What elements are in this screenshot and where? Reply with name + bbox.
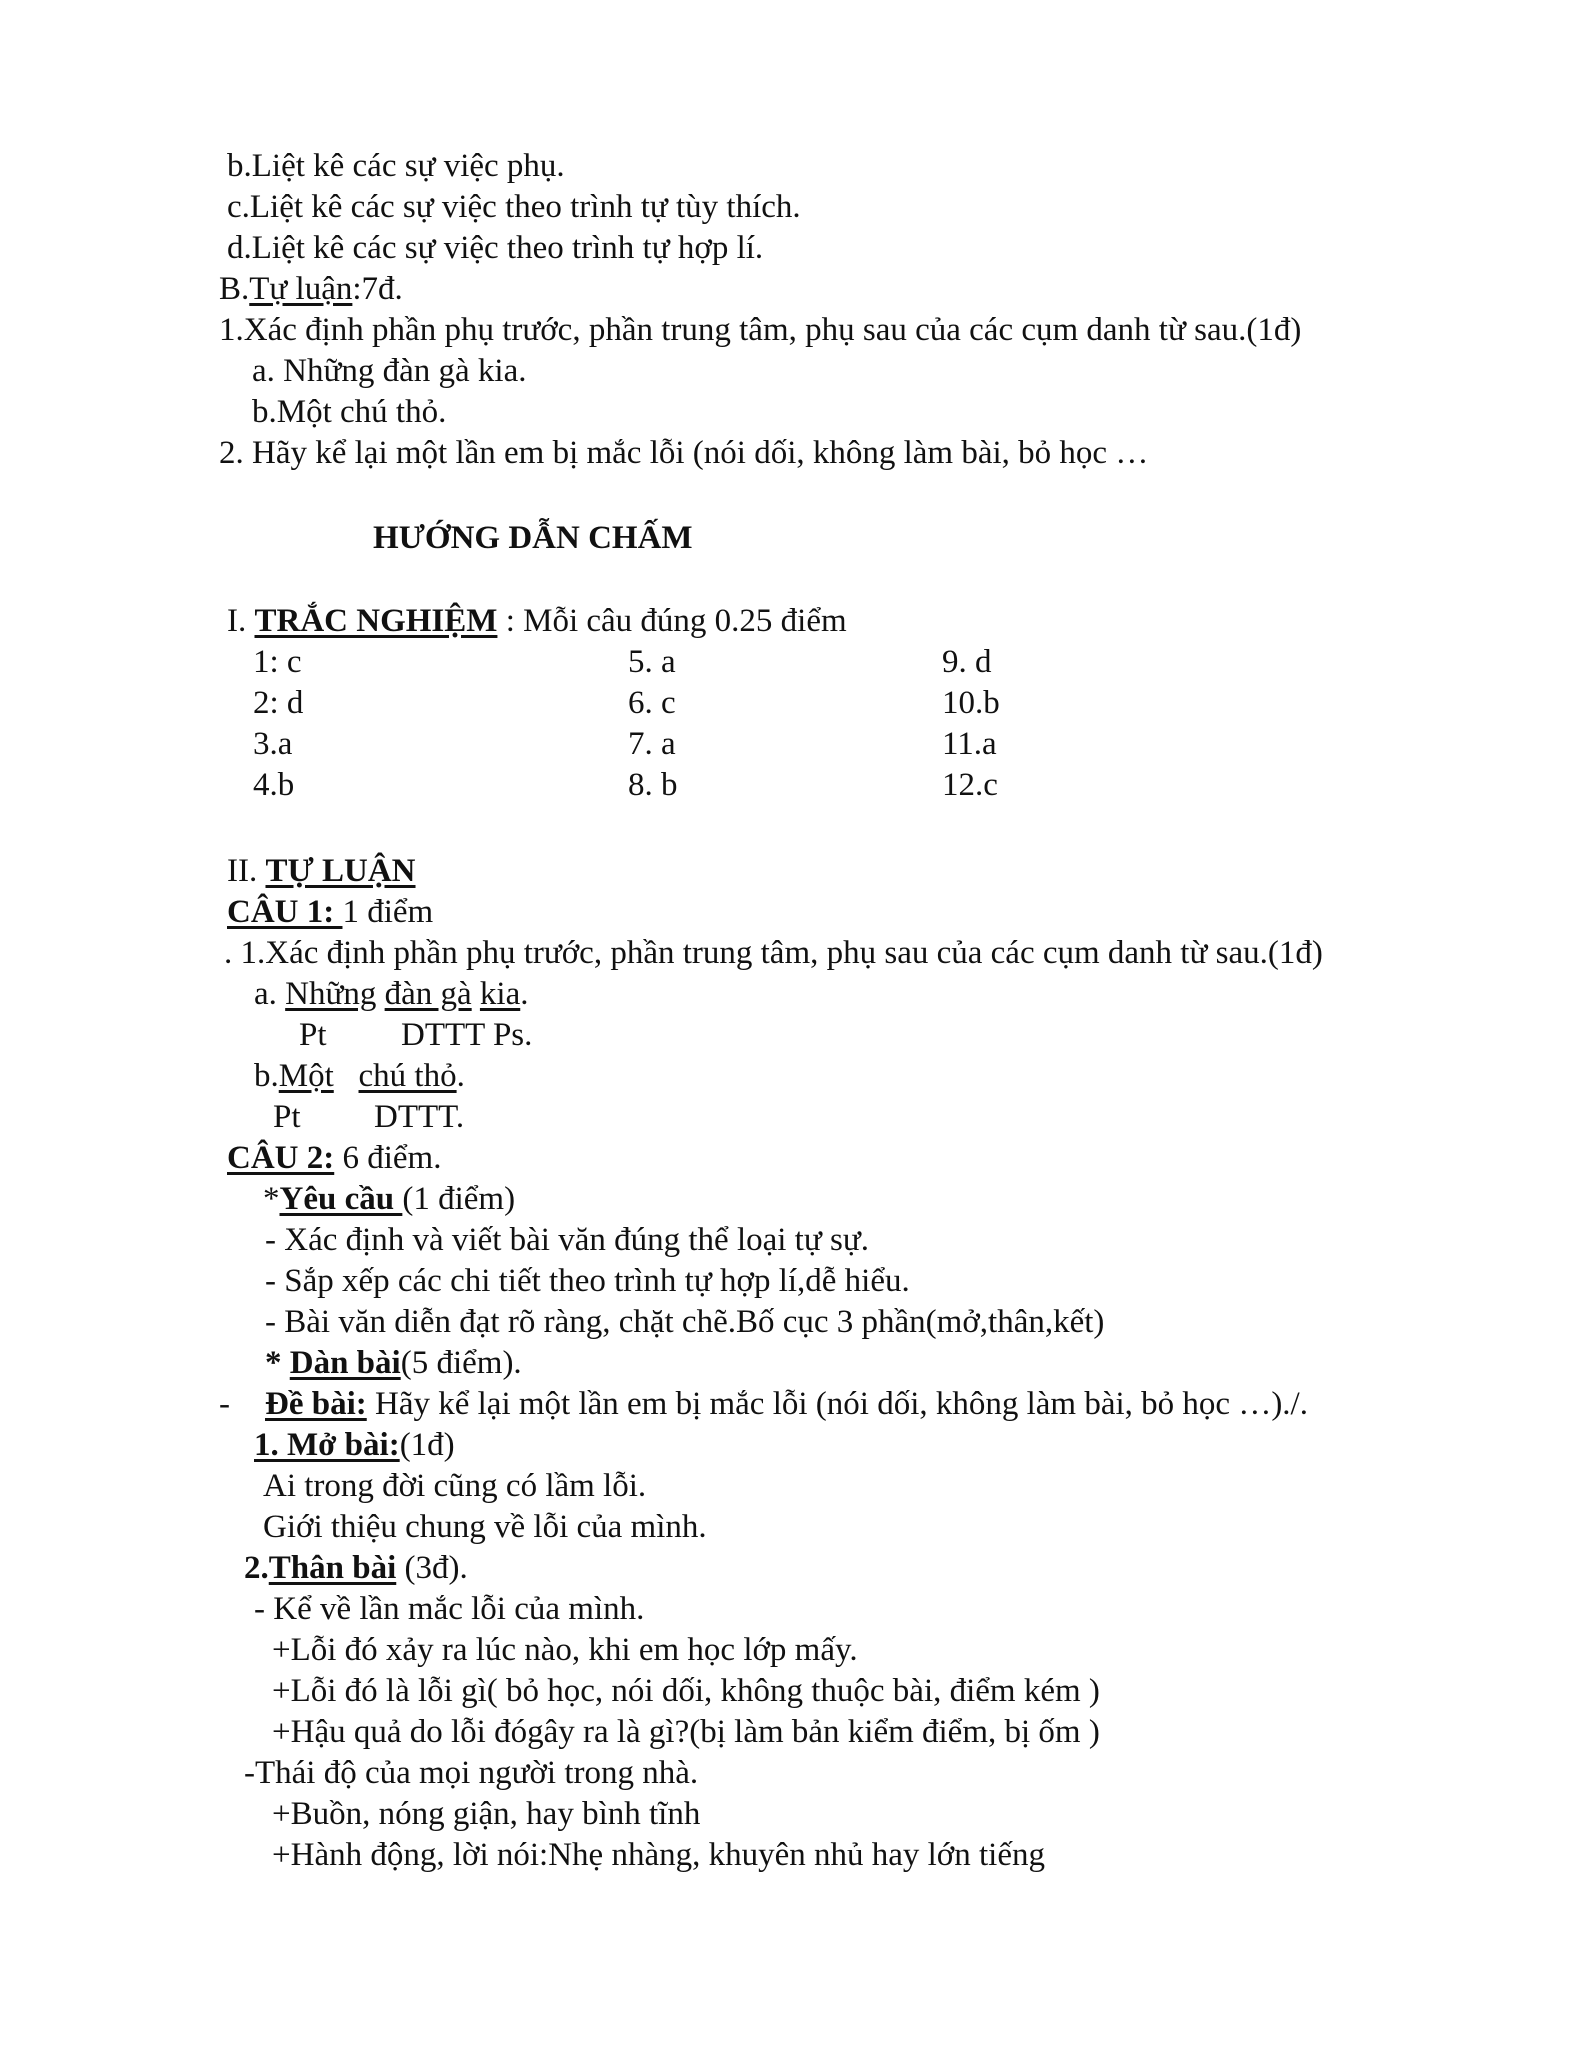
than-bai-number: 2. <box>244 1550 269 1586</box>
answer: 2: d <box>253 685 304 721</box>
answer: 9. d <box>942 644 992 680</box>
than-bai-title: Thân bài <box>268 1550 397 1586</box>
de-bai-line <box>265 1384 1308 1425</box>
answer: 6. c <box>628 685 676 721</box>
label-dttt-ps: DTTT Ps. <box>401 1017 533 1053</box>
phrase-end: . <box>520 976 529 1012</box>
answer: 12.c <box>942 767 998 803</box>
question-1b: b.Một chú thỏ. <box>252 394 447 430</box>
option-c: c.Liệt kê các sự việc theo trình tự tùy thích. <box>227 189 801 225</box>
dan-bai-title: Dàn bài <box>289 1345 401 1381</box>
bullet-star: * <box>265 1345 290 1381</box>
cau-1-question: . 1.Xác định phần phụ trước, phần trung tâm, phụ sau của các cụm danh từ sau.(1đ) <box>224 935 1323 971</box>
phrase-word: chú thỏ <box>358 1058 457 1094</box>
phrase-end: . <box>456 1058 465 1094</box>
answer: 4.b <box>253 767 295 803</box>
mo-bai-item: Ai trong đời cũng có lầm lỗi. <box>263 1468 647 1504</box>
answer: 1: c <box>253 644 302 680</box>
label-pt: Pt <box>273 1099 301 1135</box>
de-bai-dash: - <box>219 1386 230 1422</box>
label-pt: Pt <box>299 1017 327 1053</box>
cau-1a-phrase <box>254 974 529 1015</box>
than-bai-item: +Lỗi đó xảy ra lúc nào, khi em học lớp mấy. <box>272 1632 858 1668</box>
than-bai-item: +Hậu quả do lỗi đógây ra là gì?(bị làm bản kiểm điểm, bị ốm ) <box>272 1714 1100 1750</box>
section-1-scoring: : Mỗi câu đúng 0.25 điểm <box>497 603 847 639</box>
yeu-cau-item: - Bài văn diễn đạt rõ ràng, chặt chẽ.Bố cục 3 phần(mở,thân,kết) <box>265 1304 1105 1340</box>
phrase-word: đàn gà <box>384 976 472 1012</box>
than-bai-item: +Lỗi đó là lỗi gì( bỏ học, nói dối, không thuộc bài, điểm kém ) <box>272 1673 1100 1709</box>
yeu-cau-points: (1 điểm) <box>402 1181 516 1217</box>
than-bai-item: -Thái độ của mọi người trong nhà. <box>244 1755 699 1791</box>
question-1: 1.Xác định phần phụ trước, phần trung tâm, phụ sau của các cụm danh từ sau.(1đ) <box>219 312 1302 348</box>
answer-column-2 <box>628 642 678 806</box>
cau-2-label: CÂU 2: <box>227 1140 335 1176</box>
phrase-word: kia <box>479 976 521 1012</box>
mo-bai-points: (1đ) <box>399 1427 455 1463</box>
yeu-cau-item: - Xác định và viết bài văn đúng thể loại tự sự. <box>265 1222 869 1258</box>
than-bai-item: +Hành động, lời nói:Nhẹ nhàng, khuyên nhủ hay lớn tiếng <box>272 1837 1045 1873</box>
cau-2-points: 6 điểm. <box>334 1140 442 1176</box>
section-2-title: TỰ LUẬN <box>265 853 416 889</box>
mo-bai-title: 1. Mở bài: <box>254 1427 400 1463</box>
cau-1-label: CÂU 1: <box>227 894 343 930</box>
section-1-prefix: I. <box>227 603 255 639</box>
option-b: b.Liệt kê các sự việc phụ. <box>227 148 565 184</box>
than-bai-item: - Kể về lần mắc lỗi của mình. <box>254 1591 645 1627</box>
phrase-prefix: a. <box>254 976 286 1012</box>
section-2-prefix: II. <box>227 853 266 889</box>
mo-bai-heading <box>254 1425 455 1466</box>
part-b-title: Tự luận <box>249 271 353 307</box>
section-2-heading <box>227 851 416 892</box>
cau-1-heading <box>227 892 433 933</box>
de-bai-text: Hãy kể lại một lần em bị mắc lỗi (nói dối, không làm bài, bỏ học …)./. <box>366 1386 1308 1422</box>
yeu-cau-item: - Sắp xếp các chi tiết theo trình tự hợp lí,dễ hiểu. <box>265 1263 910 1299</box>
answer: 10.b <box>942 685 1000 721</box>
than-bai-item: +Buồn, nóng giận, hay bình tĩnh <box>272 1796 701 1832</box>
cau-1-points: 1 điểm <box>342 894 434 930</box>
cau-1b-phrase <box>254 1056 465 1097</box>
phrase-word: Một <box>278 1058 334 1094</box>
than-bai-heading <box>244 1548 468 1589</box>
dan-bai-points: (5 điểm). <box>400 1345 522 1381</box>
de-bai-title: Đề bài: <box>265 1386 367 1422</box>
dan-bai-heading <box>265 1343 522 1384</box>
section-1-heading <box>227 601 847 642</box>
answer: 7. a <box>628 726 676 762</box>
part-b-prefix: B. <box>219 271 250 307</box>
part-b-heading <box>219 269 403 310</box>
yeu-cau-title: Yêu cầu <box>279 1181 403 1217</box>
option-d: d.Liệt kê các sự việc theo trình tự hợp lí. <box>227 230 764 266</box>
question-2: 2. Hãy kể lại một lần em bị mắc lỗi (nói dối, không làm bài, bỏ học … <box>219 435 1149 471</box>
answer: 8. b <box>628 767 678 803</box>
section-1-title: TRẮC NGHIỆM <box>254 603 498 639</box>
than-bai-points: (3đ). <box>396 1550 468 1586</box>
part-b-points: :7đ. <box>352 271 403 307</box>
phrase-word: Những <box>285 976 377 1012</box>
answer: 3.a <box>253 726 293 762</box>
answer-column-3 <box>942 642 1000 806</box>
answer-column-1 <box>253 642 303 806</box>
guide-title: HƯỚNG DẪN CHẤM <box>373 520 693 556</box>
cau-2-heading <box>227 1138 441 1179</box>
label-dttt: DTTT. <box>374 1099 465 1135</box>
bullet-star: * <box>263 1181 280 1217</box>
answer: 11.a <box>942 726 997 762</box>
answer: 5. a <box>628 644 676 680</box>
yeu-cau-heading <box>263 1179 515 1220</box>
phrase-prefix: b. <box>254 1058 279 1094</box>
question-1a: a. Những đàn gà kia. <box>252 353 527 389</box>
mo-bai-item: Giới thiệu chung về lỗi của mình. <box>263 1509 707 1545</box>
